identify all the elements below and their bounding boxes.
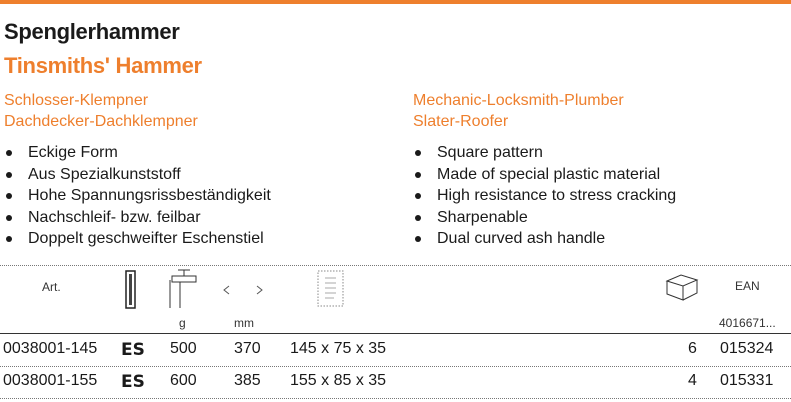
table-cell-dimensions: 155 x 85 x 35 <box>290 372 387 389</box>
trade-english-2: Slater-Roofer <box>413 113 509 130</box>
weight-icon <box>166 268 200 310</box>
material-icon <box>125 270 137 310</box>
feature-item: Nachschleif- bzw. feilbar <box>0 207 271 229</box>
title-english: Tinsmiths' Hammer <box>4 53 202 78</box>
trades-english <box>413 90 624 132</box>
table-cell-qty: 6 <box>688 340 697 357</box>
feature-item: Aus Spezialkunststoff <box>0 164 271 186</box>
feature-item: Hohe Spannungsrissbeständigkeit <box>0 185 271 207</box>
feature-list-german <box>0 142 271 250</box>
trade-german-2: Dachdecker-Dachklempner <box>4 113 198 130</box>
feature-item: Doppelt geschweifter Eschenstiel <box>0 228 271 250</box>
length-icon <box>220 282 266 298</box>
feature-item: Square pattern <box>409 142 676 164</box>
row-divider <box>0 366 791 367</box>
table-cell-length: 385 <box>234 372 261 389</box>
table-cell-length: 370 <box>234 340 261 357</box>
trade-german-1: Schlosser-Klempner <box>4 92 149 109</box>
trades-german <box>4 90 198 132</box>
table-cell-material: ES <box>121 372 145 392</box>
table-cell-dimensions: 145 x 75 x 35 <box>290 340 387 357</box>
table-cell-art: 0038001-145 <box>3 340 98 357</box>
feature-item: High resistance to stress cracking <box>409 185 676 207</box>
ean-header: EAN <box>735 279 760 293</box>
art-header: Art. <box>42 280 61 294</box>
trade-english-1: Mechanic-Locksmith-Plumber <box>413 92 624 109</box>
unit-weight: g <box>179 316 186 330</box>
table-cell-weight: 500 <box>170 340 197 357</box>
dimensions-label-icon <box>317 270 345 308</box>
table-cell-ean: 015324 <box>720 340 774 357</box>
title-german: Spenglerhammer <box>4 19 180 44</box>
feature-item: Eckige Form <box>0 142 271 164</box>
package-icon <box>665 272 699 302</box>
table-cell-art: 0038001-155 <box>3 372 98 389</box>
unit-length: mm <box>234 316 254 330</box>
feature-list-english <box>409 142 676 250</box>
table-header-rule <box>0 333 791 334</box>
table-cell-ean: 015331 <box>720 372 774 389</box>
ean-prefix: 4016671... <box>719 316 776 330</box>
feature-item: Sharpenable <box>409 207 676 229</box>
table-cell-qty: 4 <box>688 372 697 389</box>
table-cell-weight: 600 <box>170 372 197 389</box>
feature-item: Made of special plastic material <box>409 164 676 186</box>
table-bottom-rule <box>0 398 791 399</box>
table-cell-material: ES <box>121 340 145 360</box>
top-accent-rule <box>0 0 791 4</box>
feature-item: Dual curved ash handle <box>409 228 676 250</box>
table-top-rule <box>0 265 791 266</box>
